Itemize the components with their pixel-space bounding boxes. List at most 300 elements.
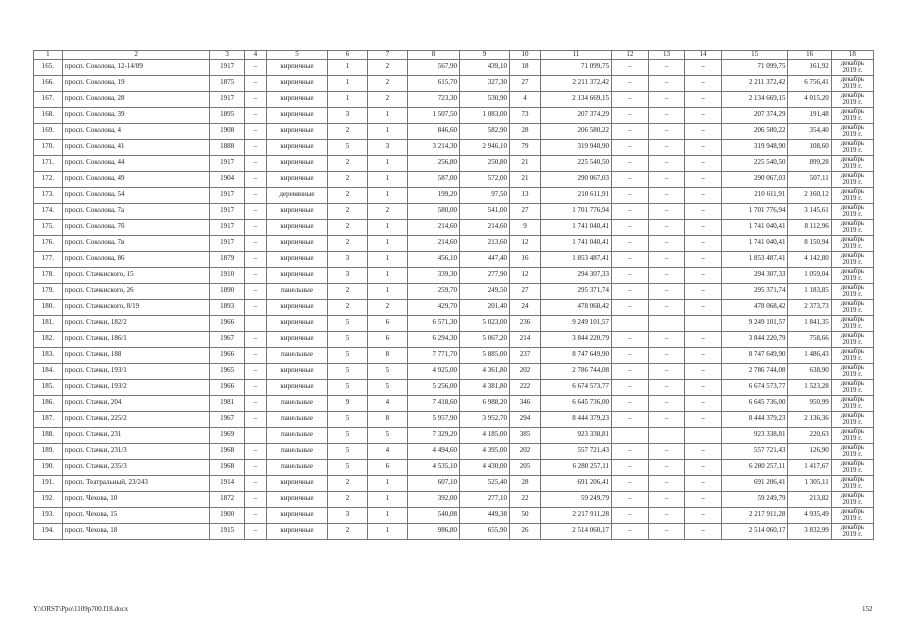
cell-a2: 525,40 [460, 475, 510, 491]
cell-total: 290 067,03 [721, 171, 788, 187]
column-number-a1: 8 [407, 51, 459, 60]
cell-x13 [648, 315, 685, 331]
cell-x12: – [612, 331, 649, 347]
cell-date: декабрь 2019 г. [831, 299, 873, 315]
cell-per: 638,90 [788, 363, 831, 379]
cell-x13: – [648, 107, 685, 123]
table-row [34, 75, 874, 91]
cell-total: 207 374,29 [721, 107, 788, 123]
cell-date: декабрь 2019 г. [831, 475, 873, 491]
cell-cost: 2 514 060,17 [541, 523, 612, 539]
cell-x12: – [612, 187, 649, 203]
cell-apt: 202 [509, 363, 540, 379]
cell-e: 1 [367, 235, 407, 251]
cell-total: 1 741 040,41 [721, 235, 788, 251]
cell-num: 172. [34, 171, 63, 187]
cell-f: 2 [328, 491, 368, 507]
cell-a1: 6 571,30 [407, 315, 459, 331]
cell-num: 175. [34, 219, 63, 235]
cell-addr: просп. Чехова, 18 [62, 523, 210, 539]
cell-a1: 615,70 [407, 75, 459, 91]
cell-per: 4 015,20 [788, 91, 831, 107]
table-row [34, 459, 874, 475]
cell-date: декабрь 2019 г. [831, 203, 873, 219]
cell-x14: – [685, 75, 722, 91]
cell-a1: 256,80 [407, 155, 459, 171]
cell-a2: 447,40 [460, 251, 510, 267]
cell-e: 6 [367, 331, 407, 347]
cell-total: 2 514 060,17 [721, 523, 788, 539]
cell-cost: 1 741 040,41 [541, 219, 612, 235]
cell-e: 4 [367, 395, 407, 411]
cell-f: 2 [328, 219, 368, 235]
cell-x12: – [612, 219, 649, 235]
cell-year: 1875 [210, 75, 244, 91]
cell-dash: – [244, 235, 266, 251]
cell-a2: 5 023,00 [460, 315, 510, 331]
cell-addr: просп. Соколова, 28 [62, 91, 210, 107]
cell-total: 59 249,79 [721, 491, 788, 507]
cell-x12: – [612, 523, 649, 539]
cell-num: 186. [34, 395, 63, 411]
cell-num: 191. [34, 475, 63, 491]
cell-mat: панельные [267, 395, 328, 411]
cell-x13: – [648, 379, 685, 395]
cell-total: 2 134 669,15 [721, 91, 788, 107]
cell-x14: – [685, 523, 722, 539]
cell-apt: 237 [509, 347, 540, 363]
cell-x14: – [685, 107, 722, 123]
cell-a1: 214,60 [407, 219, 459, 235]
cell-year: 1914 [210, 475, 244, 491]
cell-x12: – [612, 507, 649, 523]
cell-apt: 73 [509, 107, 540, 123]
cell-e: 2 [367, 203, 407, 219]
cell-a2: 4 395,00 [460, 443, 510, 459]
cell-apt: 27 [509, 283, 540, 299]
cell-a1: 339,30 [407, 267, 459, 283]
column-number-cost: 11 [541, 51, 612, 60]
cell-x14: – [685, 411, 722, 427]
cell-a2: 201,40 [460, 299, 510, 315]
cell-num: 177. [34, 251, 63, 267]
cell-year: 1900 [210, 507, 244, 523]
cell-x12: – [612, 203, 649, 219]
cell-x14: – [685, 475, 722, 491]
cell-mat: кирпичные [267, 107, 328, 123]
cell-a1: 846,60 [407, 123, 459, 139]
cell-a2: 1 083,00 [460, 107, 510, 123]
cell-year: 1917 [210, 91, 244, 107]
cell-apt: 12 [509, 235, 540, 251]
cell-x13: – [648, 267, 685, 283]
cell-addr: просп. Соколова, 12-14/89 [62, 59, 210, 75]
cell-apt: 27 [509, 75, 540, 91]
cell-num: 169. [34, 123, 63, 139]
cell-total: 225 540,50 [721, 155, 788, 171]
cell-cost: 59 249,79 [541, 491, 612, 507]
cell-e: 2 [367, 299, 407, 315]
cell-f: 5 [328, 139, 368, 155]
cell-year: 1879 [210, 251, 244, 267]
cell-a1: 1 507,50 [407, 107, 459, 123]
cell-a1: 6 294,30 [407, 331, 459, 347]
table-row [34, 123, 874, 139]
cell-per: 1 486,43 [788, 347, 831, 363]
cell-f: 2 [328, 523, 368, 539]
table-row [34, 395, 874, 411]
cell-f: 5 [328, 347, 368, 363]
cell-num: 170. [34, 139, 63, 155]
cell-date: декабрь 2019 г. [831, 155, 873, 171]
cell-a2: 214,60 [460, 219, 510, 235]
cell-x14: – [685, 299, 722, 315]
cell-f: 5 [328, 427, 368, 443]
cell-num: 168. [34, 107, 63, 123]
cell-x14: – [685, 251, 722, 267]
table-row [34, 347, 874, 363]
cell-a2: 530,90 [460, 91, 510, 107]
cell-dash: – [244, 459, 266, 475]
cell-date: декабрь 2019 г. [831, 347, 873, 363]
cell-a2: 249,50 [460, 283, 510, 299]
cell-apt: 79 [509, 139, 540, 155]
table-row [34, 251, 874, 267]
cell-f: 1 [328, 59, 368, 75]
cell-date: декабрь 2019 г. [831, 171, 873, 187]
cell-x14: – [685, 491, 722, 507]
cell-cost: 9 249 101,57 [541, 315, 612, 331]
cell-per: 507,11 [788, 171, 831, 187]
cell-year: 1968 [210, 459, 244, 475]
cell-mat: кирпичные [267, 507, 328, 523]
cell-dash: – [244, 331, 266, 347]
cell-date: декабрь 2019 г. [831, 283, 873, 299]
cell-f: 1 [328, 75, 368, 91]
column-number-dash: 4 [244, 51, 266, 60]
cell-addr: просп. Театральный, 23/243 [62, 475, 210, 491]
cell-total: 691 206,41 [721, 475, 788, 491]
cell-total: 2 786 744,08 [721, 363, 788, 379]
cell-f: 2 [328, 171, 368, 187]
cell-x12: – [612, 459, 649, 475]
cell-a1: 456,10 [407, 251, 459, 267]
cell-x12: – [612, 363, 649, 379]
cell-a1: 7 329,20 [407, 427, 459, 443]
cell-cost: 1 741 040,41 [541, 235, 612, 251]
cell-x14: – [685, 363, 722, 379]
cell-f: 2 [328, 235, 368, 251]
cell-e: 1 [367, 523, 407, 539]
cell-apt: 28 [509, 123, 540, 139]
table-row [34, 523, 874, 539]
cell-year: 1917 [210, 235, 244, 251]
cell-a2: 449,38 [460, 507, 510, 523]
cell-f: 5 [328, 411, 368, 427]
cell-per: 4 935,49 [788, 507, 831, 523]
cell-a1: 214,60 [407, 235, 459, 251]
cell-num: 189. [34, 443, 63, 459]
table-row [34, 443, 874, 459]
cell-x13: – [648, 475, 685, 491]
column-number-apt: 10 [509, 51, 540, 60]
cell-a2: 213,60 [460, 235, 510, 251]
cell-e: 1 [367, 187, 407, 203]
cell-per: 1 059,04 [788, 267, 831, 283]
cell-total: 6 674 573,77 [721, 379, 788, 395]
column-number-f: 6 [328, 51, 368, 60]
cell-f: 3 [328, 267, 368, 283]
cell-a1: 5 957,90 [407, 411, 459, 427]
cell-e: 5 [367, 379, 407, 395]
cell-cost: 319 948,90 [541, 139, 612, 155]
cell-dash: – [244, 283, 266, 299]
cell-x12: – [612, 411, 649, 427]
cell-x14: – [685, 155, 722, 171]
cell-a2: 4 361,80 [460, 363, 510, 379]
cell-x14: – [685, 347, 722, 363]
cell-addr: просп. Соколова, 7в [62, 235, 210, 251]
cell-x12: – [612, 91, 649, 107]
cell-a1: 392,00 [407, 491, 459, 507]
cell-total: 1 701 776,94 [721, 203, 788, 219]
footer-page-number: 152 [862, 605, 873, 613]
cell-x13: – [648, 347, 685, 363]
cell-x13: – [648, 523, 685, 539]
cell-mat: кирпичные [267, 155, 328, 171]
cell-mat: кирпичные [267, 523, 328, 539]
cell-x12: – [612, 267, 649, 283]
cell-apt: 294 [509, 411, 540, 427]
cell-a1: 4 494,60 [407, 443, 459, 459]
cell-per: 1 417,67 [788, 459, 831, 475]
cell-dash: – [244, 347, 266, 363]
cell-year: 1890 [210, 283, 244, 299]
cell-date: декабрь 2019 г. [831, 59, 873, 75]
cell-x12: – [612, 283, 649, 299]
cell-a2: 439,10 [460, 59, 510, 75]
cell-cost: 294 307,33 [541, 267, 612, 283]
cell-num: 180. [34, 299, 63, 315]
cell-per: 1 841,35 [788, 315, 831, 331]
cell-addr: просп. Соколова, 7а [62, 203, 210, 219]
cell-mat: кирпичные [267, 475, 328, 491]
cell-per: 191,48 [788, 107, 831, 123]
cell-total: 2 217 911,28 [721, 507, 788, 523]
cell-dash: – [244, 75, 266, 91]
cell-mat: кирпичные [267, 267, 328, 283]
cell-f: 2 [328, 155, 368, 171]
cell-x12: – [612, 59, 649, 75]
cell-apt: 9 [509, 219, 540, 235]
cell-x13: – [648, 331, 685, 347]
cell-a2: 2 946,10 [460, 139, 510, 155]
cell-x12: – [612, 235, 649, 251]
cell-year: 1969 [210, 427, 244, 443]
cell-date: декабрь 2019 г. [831, 315, 873, 331]
cell-x14: – [685, 123, 722, 139]
cell-e: 1 [367, 267, 407, 283]
table-row [34, 219, 874, 235]
cell-x14: – [685, 395, 722, 411]
cell-date: декабрь 2019 г. [831, 139, 873, 155]
cell-per: 6 756,41 [788, 75, 831, 91]
cell-addr: просп. Соколова, 44 [62, 155, 210, 171]
cell-mat: кирпичные [267, 91, 328, 107]
cell-date: декабрь 2019 г. [831, 523, 873, 539]
cell-dash: – [244, 523, 266, 539]
column-number-date: 18 [831, 51, 873, 60]
table-row [34, 315, 874, 331]
cell-x14: – [685, 459, 722, 475]
cell-total: 2 211 372,42 [721, 75, 788, 91]
cell-dash: – [244, 299, 266, 315]
cell-cost: 2 786 744,08 [541, 363, 612, 379]
cell-per: 2 160,12 [788, 187, 831, 203]
cell-e: 1 [367, 107, 407, 123]
table-row [34, 379, 874, 395]
cell-date: декабрь 2019 г. [831, 331, 873, 347]
cell-mat: панельные [267, 427, 328, 443]
cell-x13: – [648, 91, 685, 107]
cell-cost: 207 374,29 [541, 107, 612, 123]
cell-e: 2 [367, 91, 407, 107]
cell-total: 3 844 220,79 [721, 331, 788, 347]
cell-x13: – [648, 75, 685, 91]
column-number-x13: 13 [648, 51, 685, 60]
cell-e: 1 [367, 283, 407, 299]
cell-cost: 206 580,22 [541, 123, 612, 139]
cell-cost: 295 371,74 [541, 283, 612, 299]
cell-mat: кирпичные [267, 75, 328, 91]
cell-date: декабрь 2019 г. [831, 379, 873, 395]
cell-addr: просп. Стачки, 231 [62, 427, 210, 443]
cell-x12: – [612, 443, 649, 459]
table-row [34, 155, 874, 171]
table-row [34, 59, 874, 75]
cell-per: 8 112,96 [788, 219, 831, 235]
cell-year: 1966 [210, 315, 244, 331]
cell-a1: 587,00 [407, 171, 459, 187]
cell-per: 2 136,36 [788, 411, 831, 427]
cell-x12: – [612, 251, 649, 267]
cell-year: 1893 [210, 299, 244, 315]
cell-per: 4 142,80 [788, 251, 831, 267]
cell-mat: панельные [267, 443, 328, 459]
cell-apt: 236 [509, 315, 540, 331]
cell-dash [244, 315, 266, 331]
cell-e: 5 [367, 427, 407, 443]
table-row [34, 91, 874, 107]
table-row [34, 299, 874, 315]
cell-dash: – [244, 491, 266, 507]
cell-year: 1917 [210, 219, 244, 235]
cell-total: 8 747 649,90 [721, 347, 788, 363]
cell-dash: – [244, 155, 266, 171]
cell-mat: кирпичные [267, 59, 328, 75]
cell-cost: 6 674 573,77 [541, 379, 612, 395]
cell-num: 178. [34, 267, 63, 283]
cell-dash: – [244, 267, 266, 283]
cell-e: 5 [367, 363, 407, 379]
cell-e: 1 [367, 491, 407, 507]
cell-apt: 28 [509, 475, 540, 491]
column-number-x14: 14 [685, 51, 722, 60]
cell-year: 1967 [210, 411, 244, 427]
cell-addr: просп. Стачки, 193/2 [62, 379, 210, 395]
column-number-addr: 2 [62, 51, 210, 60]
cell-x14: – [685, 443, 722, 459]
cell-apt: 27 [509, 203, 540, 219]
table-row [34, 107, 874, 123]
cell-a2: 4 185,00 [460, 427, 510, 443]
cell-mat: панельные [267, 411, 328, 427]
cell-mat: кирпичные [267, 219, 328, 235]
table-row [34, 411, 874, 427]
cell-year: 1872 [210, 491, 244, 507]
cell-a2: 250,80 [460, 155, 510, 171]
cell-addr: просп. Стачки, 225/2 [62, 411, 210, 427]
cell-dash: – [244, 139, 266, 155]
cell-a1: 540,08 [407, 507, 459, 523]
cell-x13: – [648, 171, 685, 187]
cell-a1: 580,00 [407, 203, 459, 219]
table-row [34, 283, 874, 299]
cell-addr: просп. Соколова, 7б [62, 219, 210, 235]
cell-addr: просп. Стачки, 182/2 [62, 315, 210, 331]
cell-addr: просп. Соколова, 39 [62, 107, 210, 123]
cell-cost: 1 701 776,94 [541, 203, 612, 219]
cell-per: 2 373,73 [788, 299, 831, 315]
cell-e: 1 [367, 123, 407, 139]
cell-f: 5 [328, 363, 368, 379]
cell-a1: 723,30 [407, 91, 459, 107]
cell-total: 557 721,43 [721, 443, 788, 459]
cell-x13: – [648, 59, 685, 75]
cell-date: декабрь 2019 г. [831, 107, 873, 123]
cell-total: 294 307,33 [721, 267, 788, 283]
cell-cost: 691 206,41 [541, 475, 612, 491]
cell-f: 5 [328, 379, 368, 395]
cell-x12: – [612, 347, 649, 363]
cell-apt: 12 [509, 267, 540, 283]
cell-num: 179. [34, 283, 63, 299]
cell-a2: 4 430,00 [460, 459, 510, 475]
cell-f: 3 [328, 107, 368, 123]
cell-addr: просп. Стачки, 188 [62, 347, 210, 363]
cell-year: 1915 [210, 523, 244, 539]
cell-x13 [648, 427, 685, 443]
cell-a1: 199,20 [407, 187, 459, 203]
cell-year: 1917 [210, 155, 244, 171]
cell-per: 950,99 [788, 395, 831, 411]
column-number-a2: 9 [460, 51, 510, 60]
cell-cost: 71 099,75 [541, 59, 612, 75]
cell-apt: 385 [509, 427, 540, 443]
cell-total: 295 371,74 [721, 283, 788, 299]
cell-num: 182. [34, 331, 63, 347]
cell-a1: 4 535,10 [407, 459, 459, 475]
cell-addr: просп. Чехова, 15 [62, 507, 210, 523]
cell-year: 1966 [210, 347, 244, 363]
cell-x14: – [685, 267, 722, 283]
cell-a2: 6 988,20 [460, 395, 510, 411]
cell-x13: – [648, 507, 685, 523]
cell-f: 2 [328, 299, 368, 315]
cell-x14: – [685, 139, 722, 155]
cell-addr: просп. Стачки, 235/3 [62, 459, 210, 475]
cell-x14: – [685, 283, 722, 299]
